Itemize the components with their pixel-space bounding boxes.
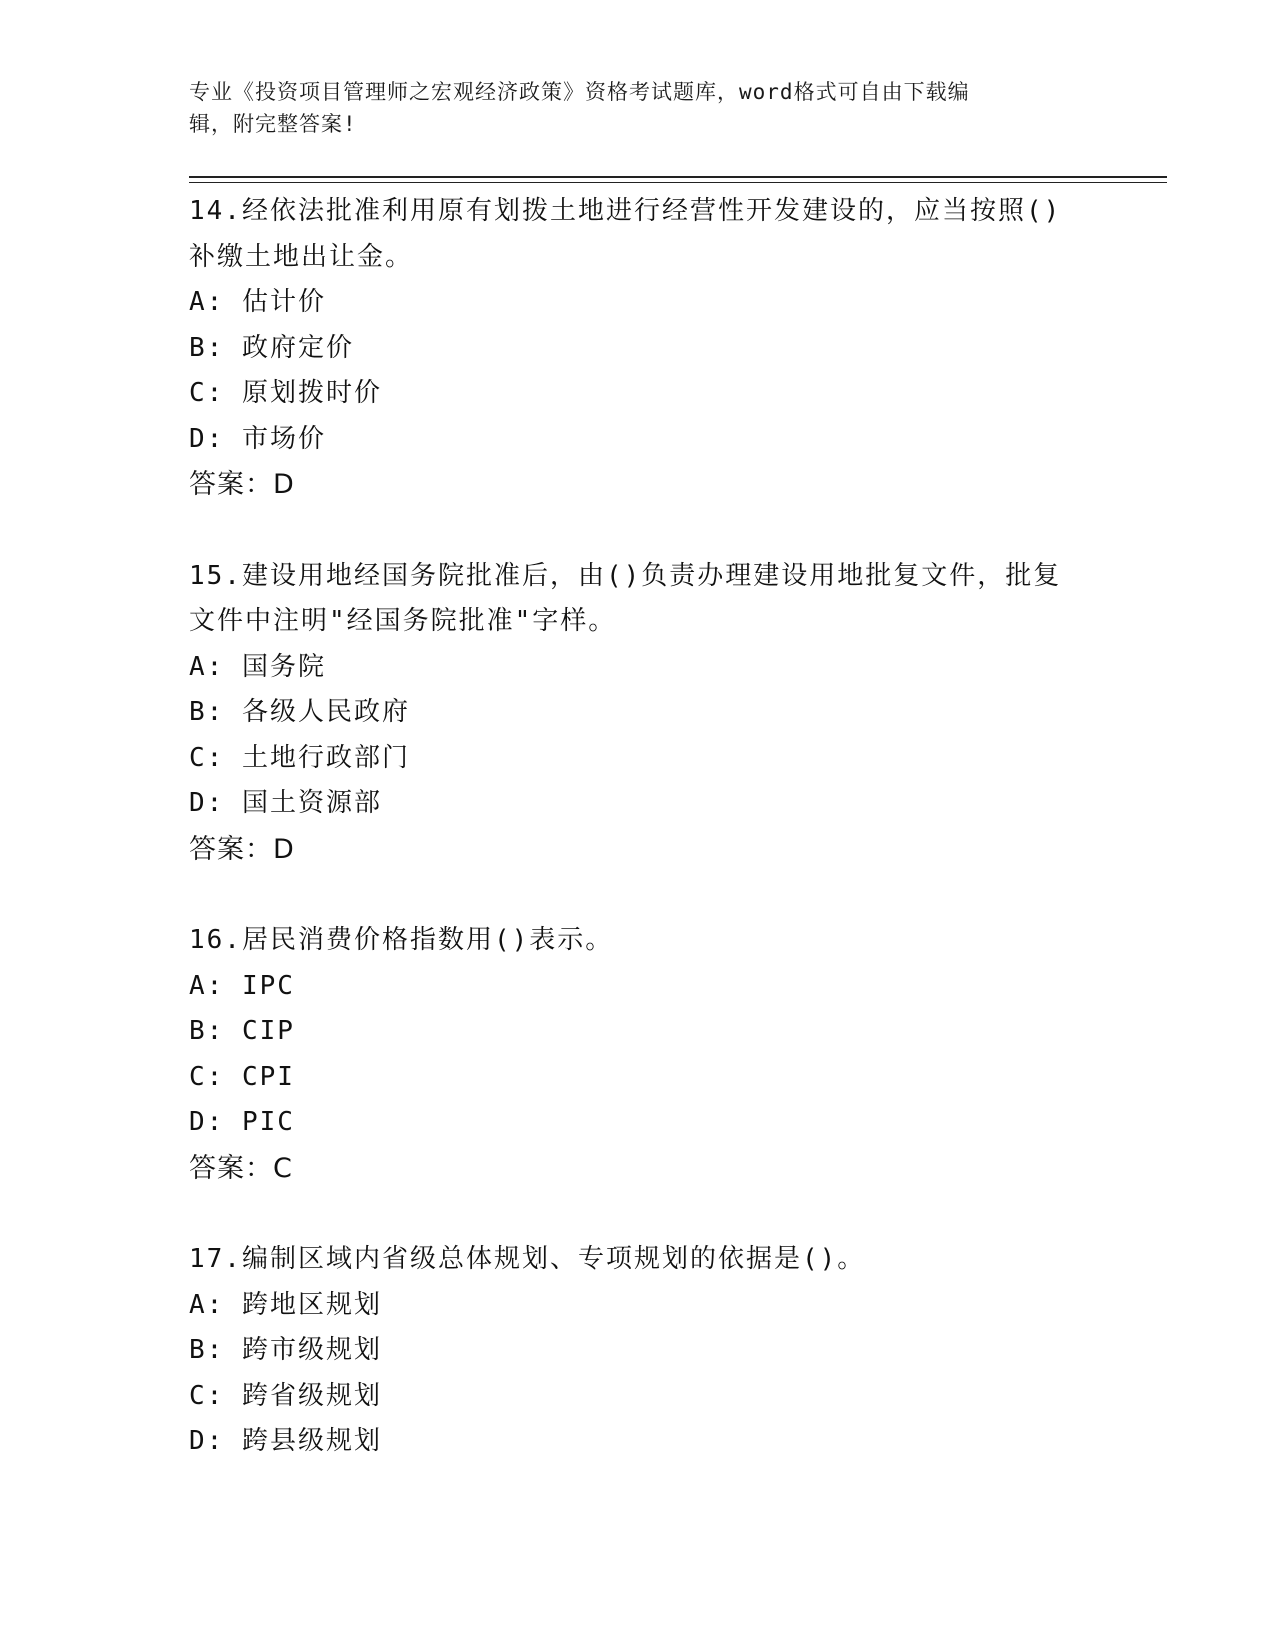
answer-line: 答案：C	[189, 1152, 293, 1184]
option-d: D: 市场价	[189, 423, 326, 454]
question-14	[189, 189, 1089, 554]
header-line-2: 辑，附完整答案!	[189, 112, 357, 136]
option-c: C: CPI	[189, 1061, 295, 1092]
option-d: D: 跨县级规划	[189, 1426, 382, 1456]
option-a: A: 估计价	[189, 287, 326, 317]
document-header	[189, 76, 1089, 140]
header-line-1: 专业《投资项目管理师之宏观经济政策》资格考试题库，word格式可自由下载编	[189, 80, 970, 104]
option-b: B: 政府定价	[189, 332, 354, 363]
question-15	[189, 554, 1089, 919]
question-spacer	[189, 508, 1089, 554]
question-stem: 17.编制区域内省级总体规划、专项规划的依据是()。	[189, 1244, 866, 1274]
option-b: B: 跨市级规划	[189, 1335, 382, 1365]
question-16	[189, 918, 1089, 1237]
option-b: B: 各级人民政府	[189, 697, 410, 727]
option-a: A: 跨地区规划	[189, 1289, 382, 1320]
option-c: C: 原划拨时价	[189, 378, 382, 408]
answer-line: 答案：D	[189, 833, 295, 865]
header-divider-thin	[189, 182, 1167, 183]
option-a: A: IPC	[189, 970, 295, 1001]
question-list	[189, 189, 1089, 1465]
answer-line: 答案：D	[189, 469, 295, 500]
question-stem: 15.建设用地经国务院批准后，由()负责办理建设用地批复文件，批复	[189, 560, 1062, 591]
question-17	[189, 1237, 1089, 1465]
option-c: C: 跨省级规划	[189, 1380, 382, 1411]
question-spacer	[189, 1191, 1089, 1237]
option-c: C: 土地行政部门	[189, 742, 410, 773]
option-b: B: CIP	[189, 1016, 295, 1046]
option-d: D: PIC	[189, 1107, 295, 1137]
question-stem: 16.居民消费价格指数用()表示。	[189, 925, 614, 955]
header-divider-thick	[189, 176, 1167, 178]
option-d: D: 国土资源部	[189, 788, 382, 818]
question-stem-continued: 补缴土地出让金。	[189, 241, 414, 272]
question-stem: 14.经依法批准利用原有划拨土地进行经营性开发建设的，应当按照()	[189, 196, 1062, 226]
question-spacer	[189, 872, 1089, 918]
question-stem-continued: 文件中注明"经国务院批准"字样。	[189, 606, 617, 636]
option-a: A: 国务院	[189, 651, 326, 682]
